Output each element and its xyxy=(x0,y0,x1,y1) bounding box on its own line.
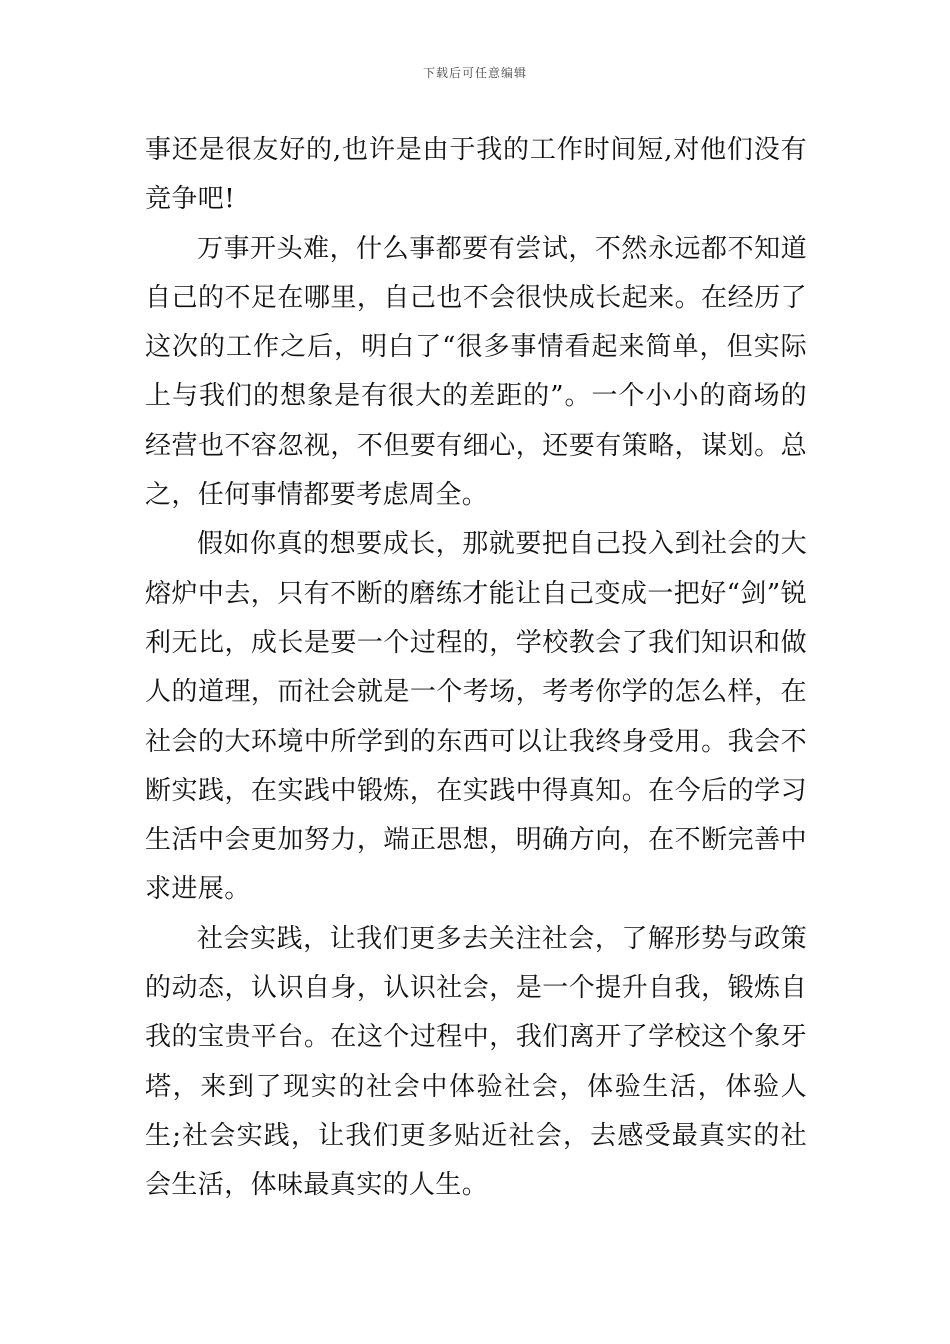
paragraph-1: 事还是很友好的,也许是由于我的工作时间短,对他们没有竞争吧! xyxy=(145,135,807,215)
paragraph-3: 假如你真的想要成长，那就要把自己投入到社会的大熔炉中去，只有不断的磨练才能让自己变成一把好“剑”锐利无比，成长是要一个过程的，学校教会了我们知识和做人的道理，而社会就是一个考场，考考你学的怎么样，在社会的大环境中所学到的东西可以让我终身受用。我会不断实践，在实践中锻炼，在实践中得真知。在今后的学习生活中会更加努力，端正思想，明确方向，在不断完善中求进展。 xyxy=(145,529,807,905)
paragraph-2: 万事开头难，什么事都要有尝试，不然永远都不知道自己的不足在哪里，自己也不会很快成长起来。在经历了这次的工作之后，明白了“很多事情看起来简单，但实际上与我们的想象是有很大的差距的”。一个小小的商场的经营也不容忽视，不但要有细心，还要有策略，谋划。总之，任何事情都要考虑周全。 xyxy=(145,233,807,511)
header-note: 下载后可任意编辑 xyxy=(422,66,527,80)
paragraph-4: 社会实践，让我们更多去关注社会，了解形势与政策的动态，认识自身，认识社会，是一个提升自我，锻炼自我的宝贵平台。在这个过程中，我们离开了学校这个象牙塔，来到了现实的社会中体验社会，体验生活，体验人生;社会实践，让我们更多贴近社会，去感受最真实的社会生活，体味最真实的人生。 xyxy=(145,923,807,1201)
body-text xyxy=(145,126,807,1211)
